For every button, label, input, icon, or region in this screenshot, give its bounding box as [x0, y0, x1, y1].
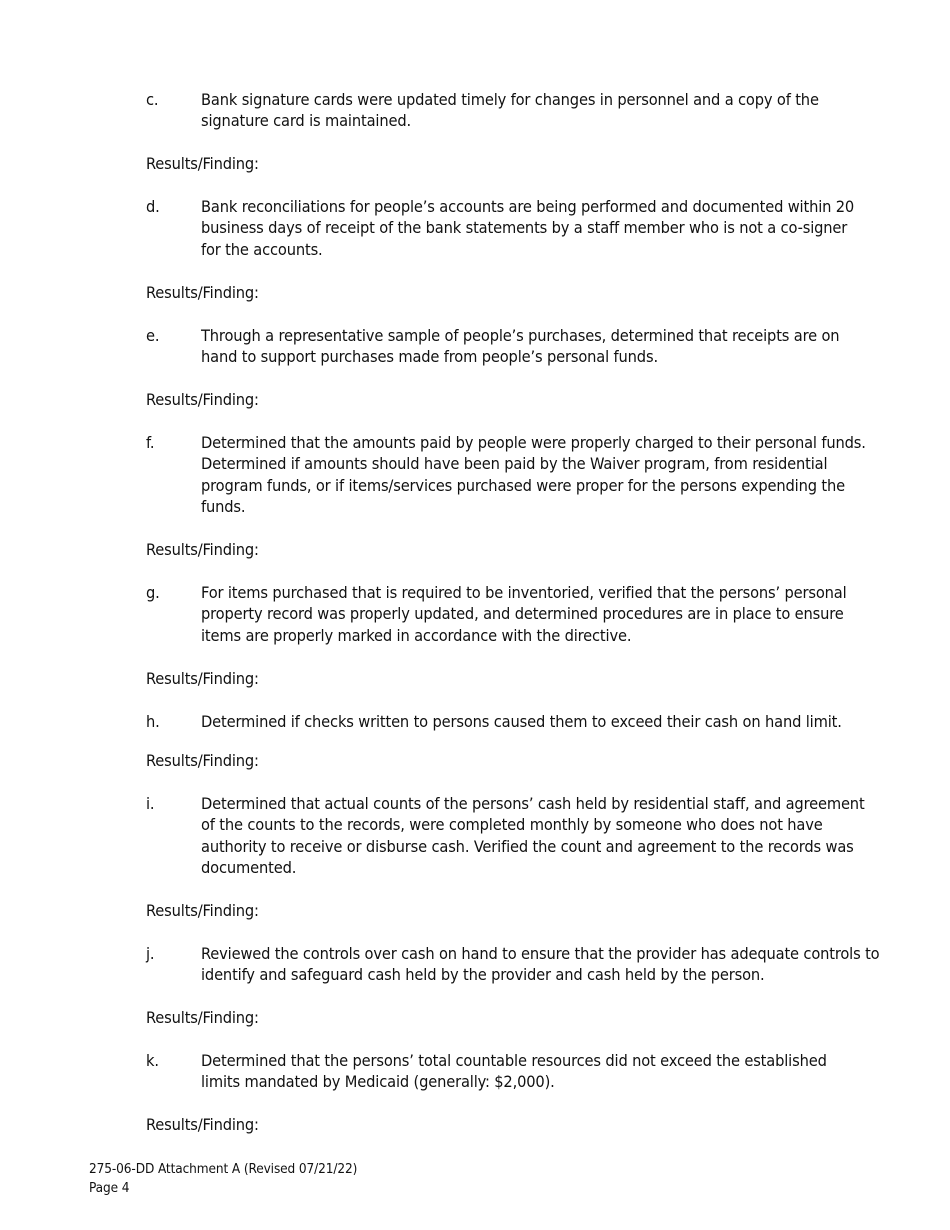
item-letter: g. — [146, 583, 160, 602]
results-finding-e: Results/Finding: — [146, 390, 259, 409]
item-letter: f. — [146, 433, 155, 452]
item-letter: j. — [146, 944, 155, 963]
item-text: Determined that actual counts of the persons’ cash held by residential staff, and agreement of the counts to the records, were completed monthly by someone who does not have authority to receive or disburse cash. Verified the count and agreement to the records was documented. — [201, 794, 865, 877]
item-letter: d. — [146, 197, 160, 216]
item-text: Determined if checks written to persons caused them to exceed their cash on hand limit. — [201, 712, 842, 731]
results-finding-f: Results/Finding: — [146, 540, 259, 559]
item-text: Determined that the amounts paid by people were properly charged to their personal funds. Determined if amounts should have been paid by the Waiver program, from residential program funds, or if items/services purchased were proper for the persons expending the funds. — [201, 433, 866, 516]
results-finding-d: Results/Finding: — [146, 283, 259, 302]
results-finding-c: Results/Finding: — [146, 154, 259, 173]
page-number: Page 4 — [89, 1179, 130, 1196]
item-d — [146, 196, 866, 260]
item-k — [146, 1050, 866, 1093]
item-f — [146, 432, 866, 517]
item-g — [146, 582, 866, 646]
item-c — [146, 89, 866, 132]
results-finding-h: Results/Finding: — [146, 751, 259, 770]
item-j — [146, 943, 906, 986]
item-letter: i. — [146, 794, 155, 813]
results-finding-g: Results/Finding: — [146, 669, 259, 688]
item-letter: k. — [146, 1051, 159, 1070]
item-text: Through a representative sample of people’s purchases, determined that receipts are on hand to support purchases made from people’s personal funds. — [201, 326, 840, 367]
item-text: Reviewed the controls over cash on hand to ensure that the provider has adequate controls to identify and safeguard cash held by the provider and cash held by the person. — [201, 944, 880, 985]
item-h — [146, 711, 906, 732]
page-footer — [89, 1160, 357, 1197]
item-letter: e. — [146, 326, 160, 345]
item-text: Bank signature cards were updated timely for changes in personnel and a copy of the signature card is maintained. — [201, 90, 819, 131]
item-text: For items purchased that is required to be inventoried, verified that the persons’ personal property record was properly updated, and determined procedures are in place to ensure items are properly marked in accordance with the directive. — [201, 583, 847, 645]
item-i — [146, 793, 866, 878]
results-finding-i: Results/Finding: — [146, 901, 259, 920]
results-finding-j: Results/Finding: — [146, 1008, 259, 1027]
item-letter: h. — [146, 712, 160, 731]
item-letter: c. — [146, 90, 159, 109]
item-e — [146, 325, 866, 368]
form-id: 275-06-DD Attachment A (Revised 07/21/22) — [89, 1161, 358, 1177]
item-text: Bank reconciliations for people’s accounts are being performed and documented within 20 business days of receipt of the bank statements by a staff member who is not a co-signer for the accounts. — [201, 197, 855, 259]
item-text: Determined that the persons’ total countable resources did not exceed the established limits mandated by Medicaid (generally: $2,000). — [201, 1051, 827, 1092]
results-finding-k: Results/Finding: — [146, 1115, 259, 1134]
